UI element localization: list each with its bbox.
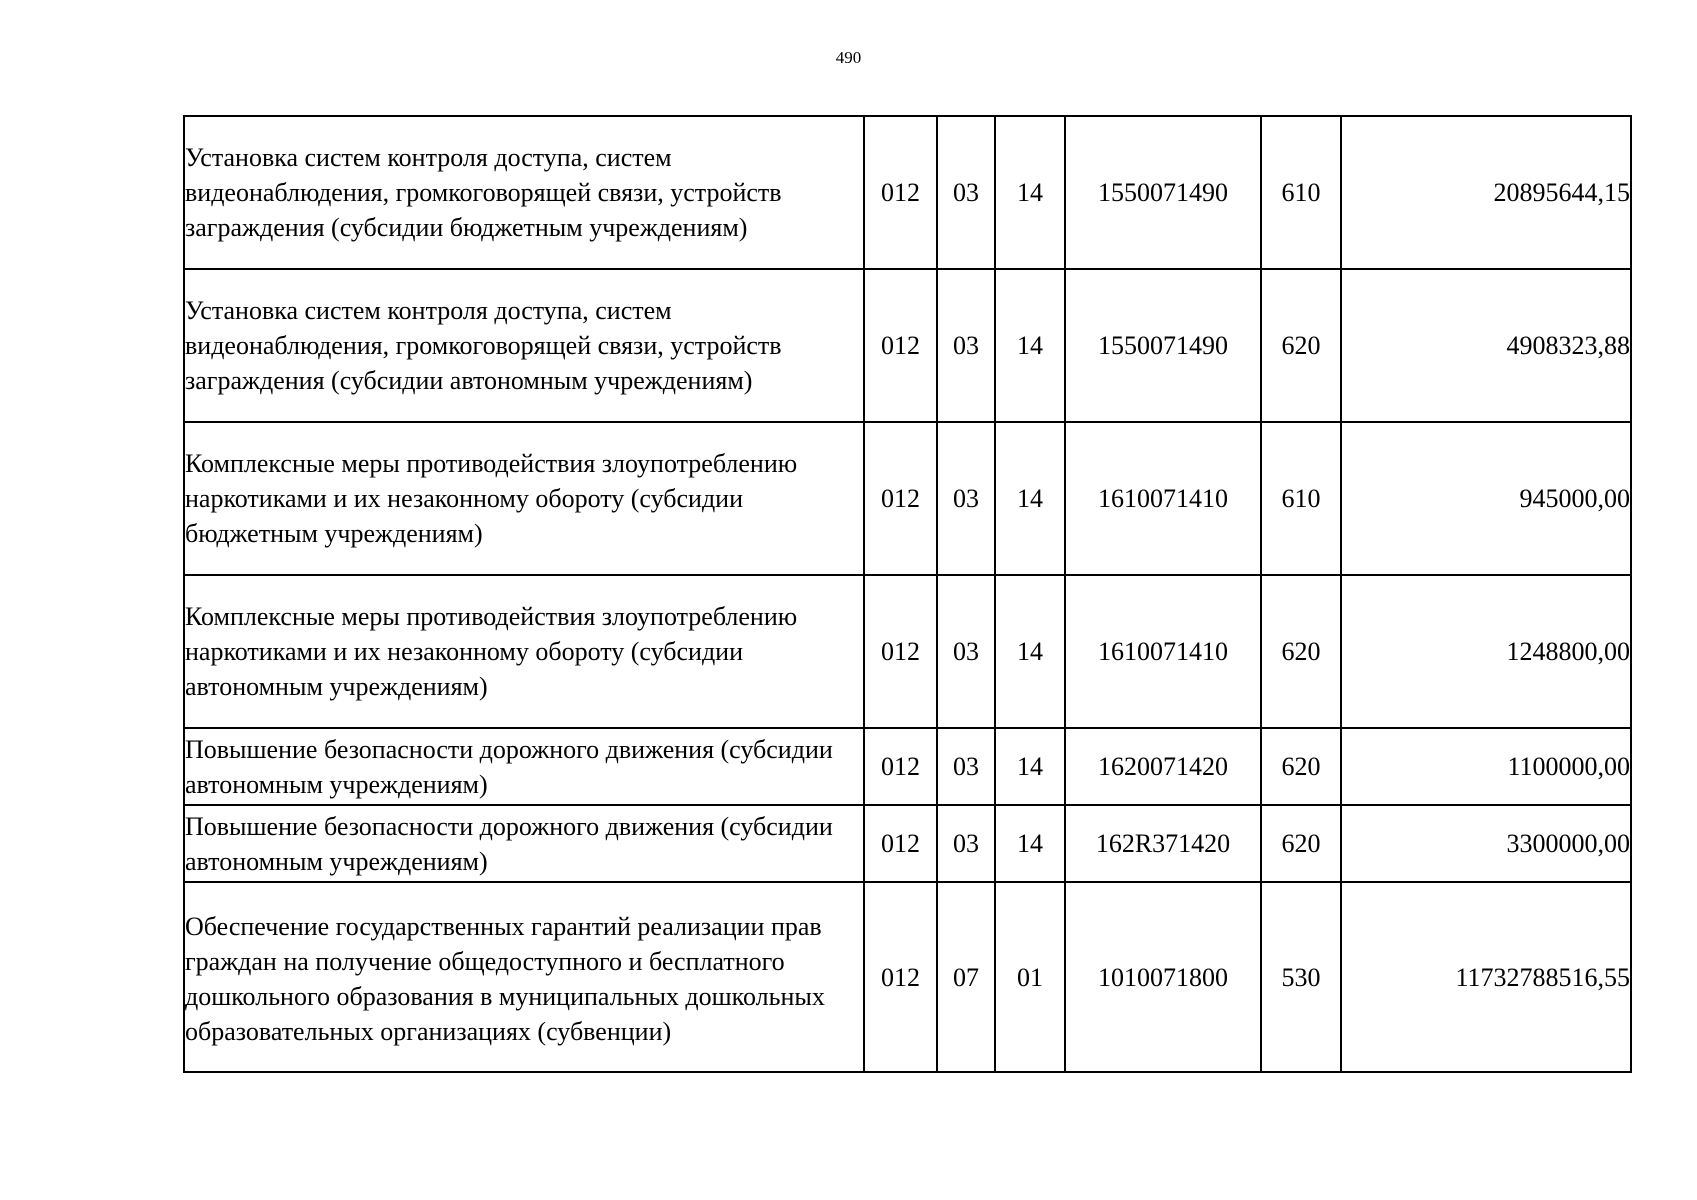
ministry-code-cell: 012 [864, 805, 937, 882]
amount-cell: 3300000,00 [1341, 805, 1631, 882]
ministry-code-cell: 012 [864, 269, 937, 422]
target-article-cell: 1550071490 [1065, 269, 1261, 422]
table-row [184, 882, 1631, 1072]
description-cell: Повышение безопасности дорожного движения (субсидии автономным учреждениям) [184, 805, 864, 882]
section-code-cell: 03 [937, 575, 995, 728]
description-cell: Комплексные меры противодействия злоупотреблению наркотиками и их незаконному обороту (субсидии автономным учреждениям) [184, 575, 864, 728]
section-code-cell: 03 [937, 116, 995, 269]
expense-type-cell: 620 [1261, 805, 1341, 882]
subsection-code-cell: 14 [995, 805, 1065, 882]
table-row [184, 728, 1631, 805]
subsection-code-cell: 01 [995, 882, 1065, 1072]
table-row [184, 269, 1631, 422]
ministry-code-cell: 012 [864, 575, 937, 728]
subsection-code-cell: 14 [995, 269, 1065, 422]
ministry-code-cell: 012 [864, 728, 937, 805]
section-code-cell: 03 [937, 805, 995, 882]
ministry-code-cell: 012 [864, 116, 937, 269]
target-article-cell: 1610071410 [1065, 575, 1261, 728]
section-code-cell: 03 [937, 728, 995, 805]
amount-cell: 20895644,15 [1341, 116, 1631, 269]
table-row [184, 575, 1631, 728]
target-article-cell: 1610071410 [1065, 422, 1261, 575]
description-cell: Комплексные меры противодействия злоупотреблению наркотиками и их незаконному обороту (субсидии бюджетным учреждениям) [184, 422, 864, 575]
budget-table [183, 115, 1632, 1073]
table-row [184, 805, 1631, 882]
section-code-cell: 07 [937, 882, 995, 1072]
ministry-code-cell: 012 [864, 422, 937, 575]
section-code-cell: 03 [937, 422, 995, 575]
amount-cell: 1100000,00 [1341, 728, 1631, 805]
amount-cell: 1248800,00 [1341, 575, 1631, 728]
subsection-code-cell: 14 [995, 728, 1065, 805]
subsection-code-cell: 14 [995, 116, 1065, 269]
expense-type-cell: 620 [1261, 728, 1341, 805]
amount-cell: 11732788516,55 [1341, 882, 1631, 1072]
amount-cell: 945000,00 [1341, 422, 1631, 575]
description-cell: Установка систем контроля доступа, систем видеонаблюдения, громкоговорящей связи, устройств заграждения (субсидии бюджетным учреждениям) [184, 116, 864, 269]
description-cell: Установка систем контроля доступа, систем видеонаблюдения, громкоговорящей связи, устройств заграждения (субсидии автономным учреждениям) [184, 269, 864, 422]
amount-cell: 4908323,88 [1341, 269, 1631, 422]
table-row [184, 116, 1631, 269]
target-article-cell: 1010071800 [1065, 882, 1261, 1072]
expense-type-cell: 610 [1261, 422, 1341, 575]
target-article-cell: 162R371420 [1065, 805, 1261, 882]
ministry-code-cell: 012 [864, 882, 937, 1072]
table-row [184, 422, 1631, 575]
expense-type-cell: 620 [1261, 269, 1341, 422]
target-article-cell: 1620071420 [1065, 728, 1261, 805]
description-cell: Повышение безопасности дорожного движения (субсидии автономным учреждениям) [184, 728, 864, 805]
section-code-cell: 03 [937, 269, 995, 422]
subsection-code-cell: 14 [995, 422, 1065, 575]
target-article-cell: 1550071490 [1065, 116, 1261, 269]
description-cell: Обеспечение государственных гарантий реализации прав граждан на получение общедоступного и бесплатного дошкольного образования в муниципальных дошкольных образовательных организациях (субвенции) [184, 882, 864, 1072]
expense-type-cell: 620 [1261, 575, 1341, 728]
expense-type-cell: 530 [1261, 882, 1341, 1072]
subsection-code-cell: 14 [995, 575, 1065, 728]
expense-type-cell: 610 [1261, 116, 1341, 269]
page-number: 490 [835, 48, 862, 67]
